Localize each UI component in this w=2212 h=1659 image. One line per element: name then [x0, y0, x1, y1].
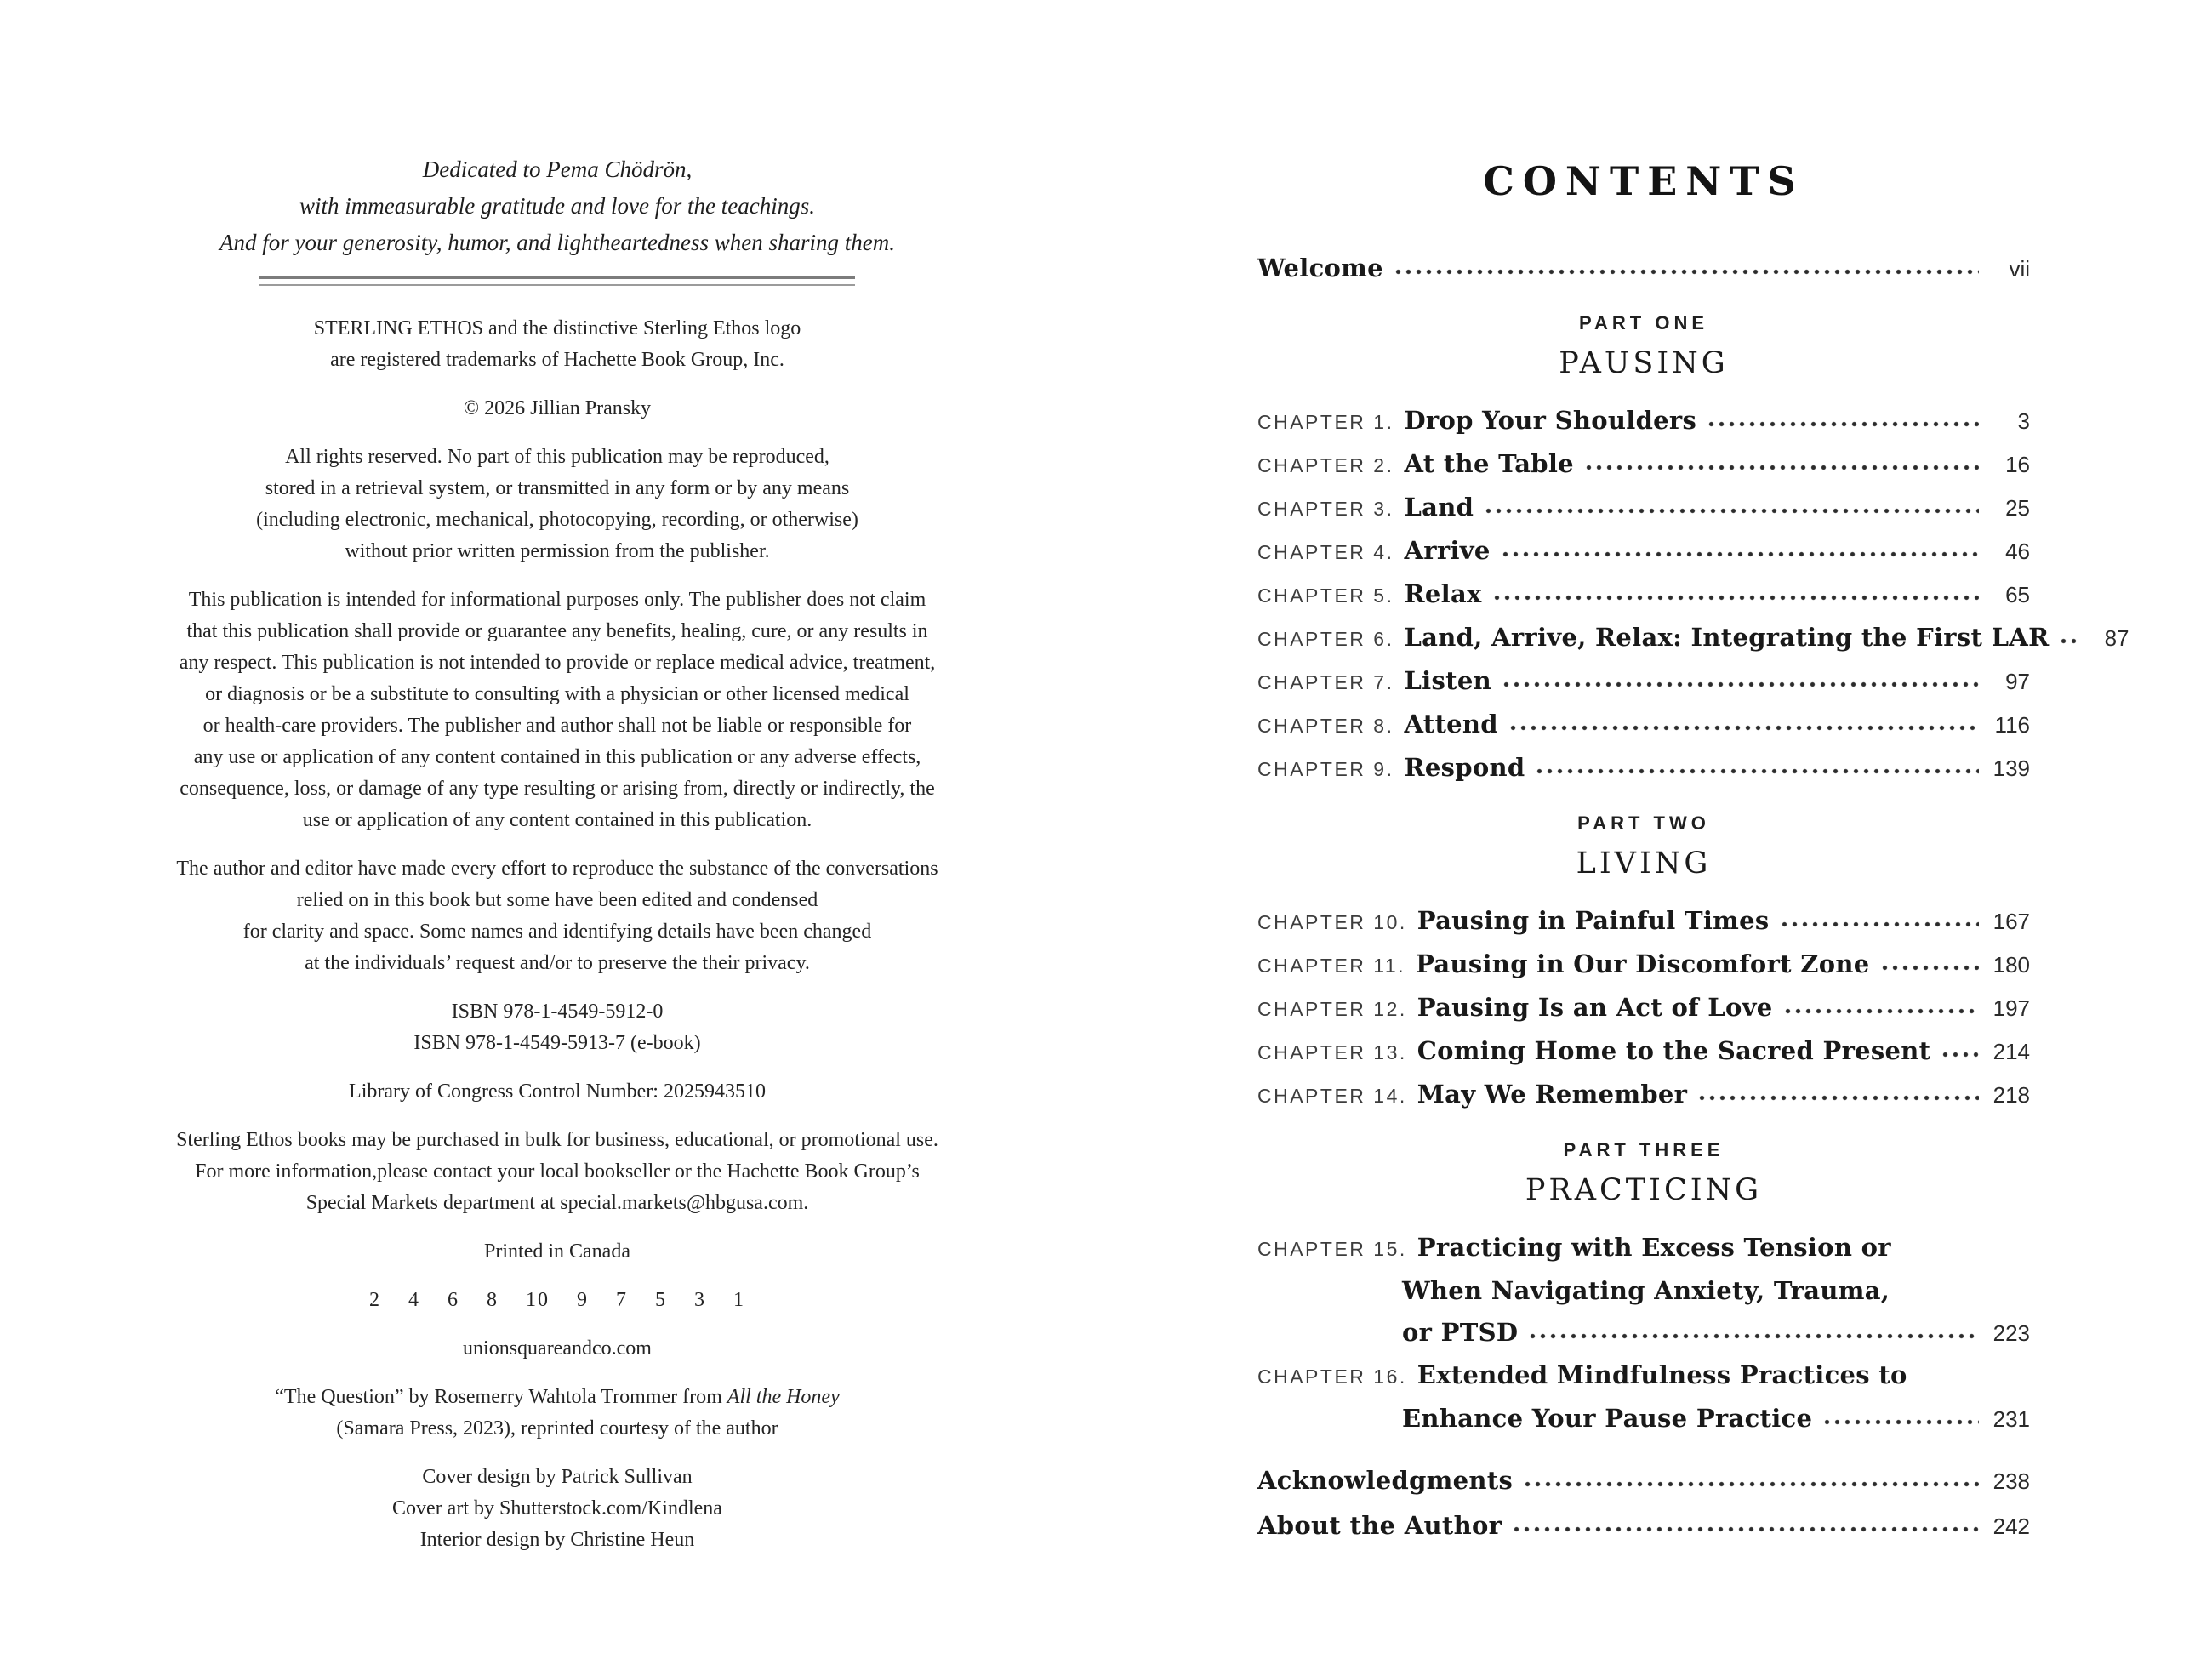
print-run-line: 2 4 6 8 10 9 7 5 3 1	[369, 1289, 745, 1311]
back-matter-label: Acknowledgments	[1257, 1466, 1514, 1495]
dot-leader	[1536, 767, 1979, 775]
chapter-row	[1257, 1233, 2030, 1263]
text-line: are registered trademarks of Hachette Book Group, Inc.	[330, 349, 784, 371]
back-matter-label: About the Author	[1257, 1511, 1502, 1540]
text-line: at the individuals’ request and/or to preserve the their privacy.	[305, 952, 810, 974]
part-title: PRACTICING	[1525, 1173, 1763, 1207]
chapter-row	[1257, 1404, 2030, 1434]
chapter-label: CHAPTER 8.	[1257, 715, 1394, 737]
chapter-label: CHAPTER 1.	[1257, 411, 1394, 433]
chapter-row	[1257, 993, 2030, 1023]
page-number: 46	[2005, 539, 2030, 564]
page-left-colophon	[128, 151, 987, 1573]
chapter-label: CHAPTER 6.	[1257, 628, 1394, 650]
chapter-row	[1257, 710, 2030, 740]
chapter-label: CHAPTER 13.	[1257, 1041, 1407, 1063]
chapter-row	[1257, 1360, 2030, 1391]
dot-leader	[1514, 1525, 1979, 1533]
text-line: relied on in this book but some have been edited and condensed	[296, 889, 818, 911]
poem-credit-text: “The Question” by Rosemerry Wahtola Trommer from	[275, 1386, 727, 1408]
dot-leader	[1586, 464, 1979, 471]
page-number: 87	[2104, 625, 2129, 651]
chapter-row	[1257, 1036, 2030, 1067]
page-number: 238	[1993, 1468, 2030, 1494]
poem-title-italic: All the Honey	[727, 1386, 840, 1408]
chapter-title: Enhance Your Pause Practice	[1402, 1404, 1813, 1433]
chapter-row	[1257, 406, 2030, 436]
poem-credit-line2: (Samara Press, 2023), reprinted courtesy of the author	[336, 1417, 778, 1440]
text-line: stored in a retrieval system, or transmitted in any form or by any means	[265, 477, 850, 499]
bulk-purchase-paragraph	[128, 1125, 987, 1219]
part-kicker: PART TWO	[1577, 812, 1710, 834]
chapter-row	[1257, 1276, 2030, 1305]
part-title: PAUSING	[1559, 346, 1729, 380]
text-line: STERLING ETHOS and the distinctive Sterling Ethos logo	[313, 317, 801, 339]
chapter-title: Arrive	[1404, 536, 1491, 565]
dot-leader	[1494, 594, 1979, 601]
chapter-label: CHAPTER 4.	[1257, 541, 1394, 563]
dot-leader	[1503, 681, 1979, 688]
dot-leader	[1525, 1480, 1979, 1488]
page-number: 242	[1993, 1514, 2030, 1539]
text-line: And for your generosity, humor, and lightheartedness when sharing them.	[219, 230, 895, 255]
text-line: Cover art by Shutterstock.com/Kindlena	[392, 1497, 722, 1519]
chapter-row	[1257, 1318, 2030, 1348]
chapter-title: Extended Mindfulness Practices to	[1417, 1360, 1907, 1389]
back-matter-row	[1257, 1466, 2030, 1496]
chapter-title: Respond	[1404, 753, 1525, 782]
chapter-row	[1257, 623, 2129, 653]
text-line: The author and editor have made every effort to reproduce the substance of the conversations	[176, 858, 938, 880]
chapter-title: Listen	[1404, 666, 1491, 695]
chapter-title: Pausing in Painful Times	[1417, 906, 1770, 935]
chapter-title: Land, Arrive, Relax: Integrating the First LAR	[1404, 623, 2050, 652]
chapter-title: Relax	[1404, 579, 1482, 608]
toc-back-matter	[1257, 1466, 2030, 1541]
text-line: This publication is intended for informational purposes only. The publisher does not claim	[188, 589, 926, 611]
dot-leader	[1530, 1332, 1979, 1340]
chapter-label: CHAPTER 16.	[1257, 1365, 1407, 1388]
text-line: Sterling Ethos books may be purchased in bulk for business, educational, or promotional use.	[176, 1129, 938, 1151]
text-line: for clarity and space. Some names and identifying details have been changed	[242, 921, 872, 943]
dot-leader	[1510, 724, 1979, 732]
publisher-website: unionsquareandco.com	[463, 1337, 652, 1360]
chapter-title: or PTSD	[1402, 1318, 1519, 1347]
poem-credit	[128, 1382, 987, 1445]
chapter-label: CHAPTER 5.	[1257, 584, 1394, 607]
trademark-notice	[128, 313, 987, 376]
text-line: any respect. This publication is not intended to provide or replace medical advice, treatment,	[179, 652, 936, 674]
chapter-title: Practicing with Excess Tension or	[1417, 1233, 1891, 1262]
page-right-contents	[1257, 158, 2129, 1556]
chapter-title: At the Table	[1404, 449, 1574, 478]
chapter-label: CHAPTER 9.	[1257, 758, 1394, 780]
chapter-row	[1257, 906, 2030, 937]
poem-credit-line1	[128, 1382, 987, 1413]
chapter-row	[1257, 493, 2030, 523]
page-number: 197	[1993, 995, 2030, 1021]
part-kicker: PART THREE	[1563, 1139, 1725, 1160]
design-credits	[128, 1462, 987, 1556]
dot-leader	[1395, 268, 1979, 276]
chapter-label: CHAPTER 7.	[1257, 671, 1394, 693]
page-number: vii	[2009, 256, 2030, 282]
chapter-row	[1257, 949, 2030, 980]
toc-parts	[1257, 312, 2129, 1434]
dot-leader	[1708, 420, 1979, 428]
dot-leader	[1485, 507, 1979, 515]
page-number: 97	[2005, 669, 2030, 694]
text-line: with immeasurable gratitude and love for the teachings.	[299, 193, 815, 219]
chapter-title: Land	[1404, 493, 1474, 522]
text-line: use or application of any content contained in this publication.	[302, 809, 812, 831]
toc-welcome-row	[1257, 254, 2030, 283]
dot-leader	[1502, 550, 1979, 558]
chapter-row	[1257, 579, 2030, 610]
printed-in-line: Printed in Canada	[484, 1240, 630, 1263]
page-number: 231	[1993, 1406, 2030, 1432]
text-line: Dedicated to Pema Chödrön,	[422, 157, 693, 182]
back-matter-row	[1257, 1511, 2030, 1541]
page-number: 218	[1993, 1082, 2030, 1108]
text-line: consequence, loss, or damage of any type resulting or arising from, directly or indirectly, the	[180, 778, 935, 800]
lccn-line: Library of Congress Control Number: 2025943510	[349, 1080, 766, 1103]
page-number: 180	[1993, 952, 2030, 978]
page-number: 25	[2005, 495, 2030, 521]
text-line: ISBN 978-1-4549-5913-7 (e-book)	[413, 1032, 701, 1054]
dot-leader	[1785, 1007, 1979, 1015]
chapter-title: Pausing Is an Act of Love	[1417, 993, 1773, 1022]
isbn-block	[128, 996, 987, 1059]
page-number: 116	[1994, 712, 2030, 738]
page-number: 167	[1993, 909, 2030, 934]
chapter-title: Pausing in Our Discomfort Zone	[1416, 949, 1870, 978]
chapter-title: Drop Your Shoulders	[1404, 406, 1697, 435]
text-line: (including electronic, mechanical, photocopying, recording, or otherwise)	[256, 509, 858, 531]
chapter-label: CHAPTER 15.	[1257, 1238, 1407, 1260]
contents-title: CONTENTS	[1483, 158, 1804, 204]
page-number: 16	[2005, 452, 2030, 477]
page-number: 223	[1993, 1320, 2030, 1346]
text-line: that this publication shall provide or guarantee any benefits, healing, cure, or any results in	[186, 620, 928, 642]
chapter-row	[1257, 536, 2030, 567]
chapter-row	[1257, 666, 2030, 697]
text-line: Interior design by Christine Heun	[419, 1529, 695, 1551]
chapter-label: CHAPTER 3.	[1257, 498, 1394, 520]
text-line: any use or application of any content contained in this publication or any adverse effects,	[193, 746, 921, 768]
text-line: without prior written permission from the publisher.	[345, 540, 770, 562]
chapter-label: CHAPTER 12.	[1257, 998, 1407, 1020]
chapter-title: When Navigating Anxiety, Trauma,	[1402, 1276, 1890, 1305]
copyright-line: © 2026 Jillian Pransky	[463, 397, 652, 419]
text-line: ISBN 978-1-4549-5912-0	[451, 1001, 664, 1023]
text-line: or health-care providers. The publisher and author shall not be liable or responsible for	[202, 715, 912, 737]
text-line: or diagnosis or be a substitute to consulting with a physician or other licensed medical	[205, 683, 909, 705]
rights-paragraph	[128, 442, 987, 567]
page-number: 139	[1993, 755, 2030, 781]
chapter-label: CHAPTER 10.	[1257, 911, 1407, 933]
welcome-label: Welcome	[1257, 254, 1383, 282]
page-number: 65	[2005, 582, 2030, 607]
chapter-row	[1257, 449, 2030, 480]
divider-rule	[259, 276, 855, 286]
dot-leader	[1782, 921, 1979, 928]
chapter-label: CHAPTER 2.	[1257, 454, 1394, 476]
chapter-title: Coming Home to the Sacred Present	[1417, 1036, 1931, 1065]
disclaimer-paragraph	[128, 584, 987, 836]
chapter-title: May We Remember	[1417, 1080, 1688, 1109]
chapter-title: Attend	[1404, 710, 1498, 738]
dot-leader	[1882, 964, 1980, 972]
dot-leader	[1942, 1051, 1979, 1058]
dot-leader	[1699, 1094, 1979, 1102]
editing-note-paragraph	[128, 853, 987, 979]
chapter-row	[1257, 753, 2030, 784]
chapter-label: CHAPTER 14.	[1257, 1085, 1407, 1107]
text-line: All rights reserved. No part of this publication may be reproduced,	[285, 446, 830, 468]
dot-leader	[2061, 637, 2078, 645]
dedication	[128, 151, 987, 261]
part-title: LIVING	[1576, 847, 1712, 881]
text-line: For more information,please contact your local bookseller or the Hachette Book Group’s	[195, 1160, 920, 1183]
part-kicker: PART ONE	[1578, 312, 1709, 334]
page-number: 214	[1993, 1039, 2030, 1064]
page-number: 3	[2017, 408, 2030, 434]
dot-leader	[1824, 1418, 1979, 1426]
chapter-label: CHAPTER 11.	[1257, 955, 1406, 977]
text-line: Special Markets department at special.markets@hbgusa.com.	[305, 1192, 809, 1214]
chapter-row	[1257, 1080, 2030, 1110]
text-line: Cover design by Patrick Sullivan	[422, 1466, 693, 1488]
